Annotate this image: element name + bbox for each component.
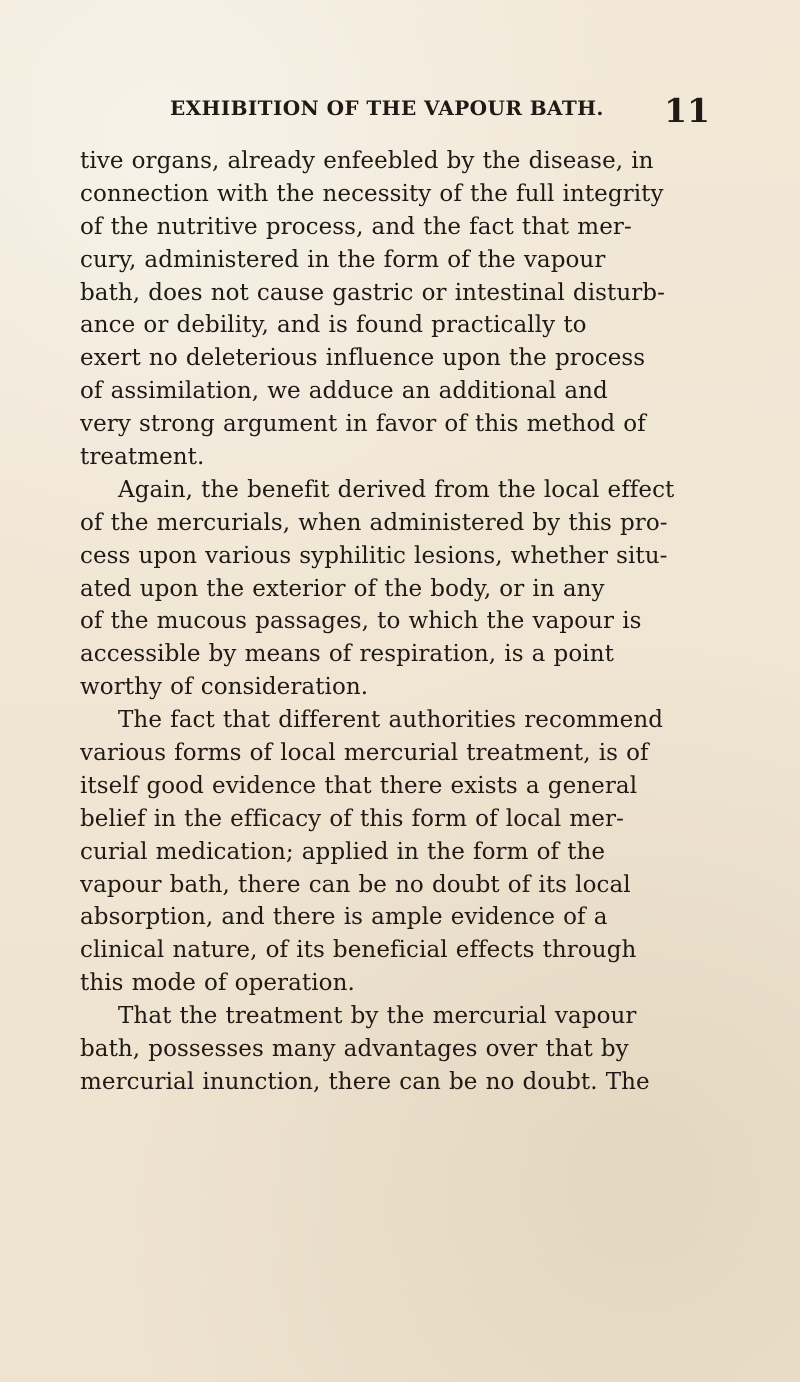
text-line: ated upon the exterior of the body, or in any bbox=[80, 575, 605, 602]
text-line: various forms of local mercurial treatment, is of bbox=[80, 740, 649, 767]
text-line: ance or debility, and is found practically to bbox=[80, 312, 587, 339]
text-line: curial medication; applied in the form of the bbox=[80, 838, 606, 865]
text-line: vapour bath, there can be no doubt of its local bbox=[80, 871, 631, 898]
paragraph-start-line: That the treatment by the mercurial vapour bbox=[118, 1003, 637, 1030]
text-line: worthy of consideration. bbox=[80, 674, 369, 701]
text-line: itself good evidence that there exists a general bbox=[80, 772, 638, 799]
text-line: of the mercurials, when administered by this pro- bbox=[80, 509, 668, 536]
text-line: mercurial inunction, there can be no doubt. The bbox=[80, 1068, 650, 1095]
text-line: accessible by means of respiration, is a point bbox=[80, 641, 614, 668]
page-number: 11 bbox=[664, 91, 710, 130]
text-line: bath, does not cause gastric or intestinal disturb- bbox=[80, 279, 665, 306]
text-line: bath, possesses many advantages over that by bbox=[80, 1036, 629, 1063]
text-line: cury, administered in the form of the vapour bbox=[80, 246, 606, 273]
text-line: belief in the efficacy of this form of local mer- bbox=[80, 805, 624, 832]
running-head: EXHIBITION OF THE VAPOUR BATH. bbox=[170, 96, 604, 120]
text-line: this mode of operation. bbox=[80, 970, 355, 997]
text-line: of the mucous passages, to which the vapour is bbox=[80, 608, 642, 635]
text-line: of the nutritive process, and the fact that mer- bbox=[80, 213, 632, 240]
page-header bbox=[170, 91, 710, 130]
paragraph-start-line: Again, the benefit derived from the local effect bbox=[118, 476, 675, 503]
body-text bbox=[80, 145, 712, 1099]
text-line: connection with the necessity of the full integrity bbox=[80, 180, 664, 207]
text-line: of assimilation, we adduce an additional and bbox=[80, 378, 608, 405]
paragraph-start-line: The fact that different authorities recommend bbox=[118, 707, 664, 734]
text-line: very strong argument in favor of this method of bbox=[80, 411, 646, 438]
text-line: clinical nature, of its beneficial effects through bbox=[80, 937, 637, 964]
text-line: cess upon various syphilitic lesions, whether situ- bbox=[80, 542, 668, 569]
text-line: exert no deleterious influence upon the process bbox=[80, 345, 646, 372]
text-line: treatment. bbox=[80, 444, 205, 471]
text-line: absorption, and there is ample evidence of a bbox=[80, 904, 608, 931]
text-line: tive organs, already enfeebled by the disease, in bbox=[80, 148, 654, 174]
